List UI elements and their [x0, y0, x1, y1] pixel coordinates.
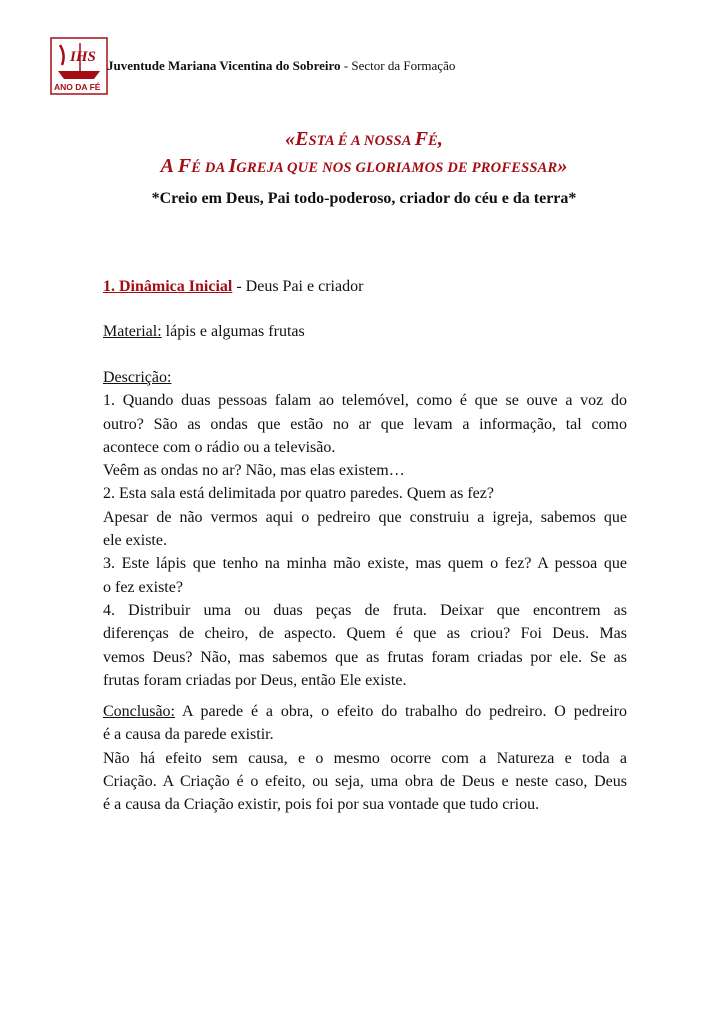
material-label: Material: — [103, 323, 162, 340]
conclusion-line — [103, 700, 627, 723]
description-line: vemos Deus? Não, mas sabemos que as frutas foram criadas por ele. Se as — [103, 648, 627, 666]
conclusion-line: é a causa da parede existir. — [103, 726, 274, 744]
description-line: outro? São as ondas que estão no ar que levam a informação, tal como — [103, 415, 627, 433]
title-line-2: A FÉ DA IGREJA QUE NOS GLORIAMOS DE PROFESSAR» — [160, 155, 568, 177]
description-label: Descrição: — [103, 369, 172, 386]
org-name: Juventude Mariana Vicentina do Sobreiro — [107, 58, 341, 73]
conclusion-paragraph — [103, 700, 627, 816]
description-line: 1. Quando duas pessoas falam ao telemóvel, como é que se ouve a voz do — [103, 392, 627, 410]
section-title: 1. Dinâmica Inicial — [103, 278, 233, 295]
section-subtitle: - Deus Pai e criador — [232, 278, 364, 295]
description-line: Veêm as ondas no ar? Não, mas elas existem… — [103, 462, 405, 480]
description-line: ele existe. — [103, 532, 167, 550]
ano-da-fe-logo — [50, 37, 108, 95]
conclusion-line: é a causa da Criação existir, pois foi por sua vontade que tudo criou. — [103, 796, 540, 814]
svg-text:IHS: IHS — [70, 49, 96, 65]
description-line: diferenças de cheiro, de aspecto. Quem é que as criou? Foi Deus. Mas — [103, 625, 627, 643]
description-line: frutas foram criadas por Deus, então Ele existe. — [103, 671, 407, 689]
conclusion-line: Não há efeito sem causa, e o mesmo ocorre com a Natureza e toda a — [103, 749, 627, 767]
material-text: lápis e algumas frutas — [161, 323, 305, 340]
svg-text:ANO DA FÉ: ANO DA FÉ — [54, 82, 101, 92]
section-heading — [103, 275, 627, 298]
page-header — [50, 37, 650, 97]
description-line: 3. Este lápis que tenho na minha mão existe, mas quem o fez? A pessoa que — [103, 555, 627, 573]
sector-name: - Sector da Formação — [340, 58, 456, 73]
description-paragraph — [103, 366, 627, 692]
title-line-1: «ESTA É A NOSSA FÉ, — [285, 128, 443, 150]
header-text — [107, 58, 455, 74]
material-paragraph — [103, 320, 627, 343]
description-line: 2. Esta sala está delimitada por quatro paredes. Quem as fez? — [103, 485, 494, 503]
description-line: acontece com o rádio ou a televisão. — [103, 438, 336, 456]
description-line: Apesar de não vermos aqui o pedreiro que construiu a igreja, sabemos que — [103, 508, 627, 526]
conclusion-label: Conclusão: — [103, 703, 175, 720]
description-line: 4. Distribuir uma ou duas peças de fruta. Deixar que encontrem as — [103, 601, 627, 619]
conclusion-line: Criação. A Criação é o efeito, ou seja, uma obra de Deus e neste caso, Deus — [103, 772, 627, 790]
conclusion-first-line: A parede é a obra, o efeito do trabalho do pedreiro. O pedreiro — [175, 703, 627, 720]
creed-text: *Creio em Deus, Pai todo-poderoso, criador do céu e da terra* — [151, 190, 577, 207]
description-line: o fez existe? — [103, 578, 183, 596]
